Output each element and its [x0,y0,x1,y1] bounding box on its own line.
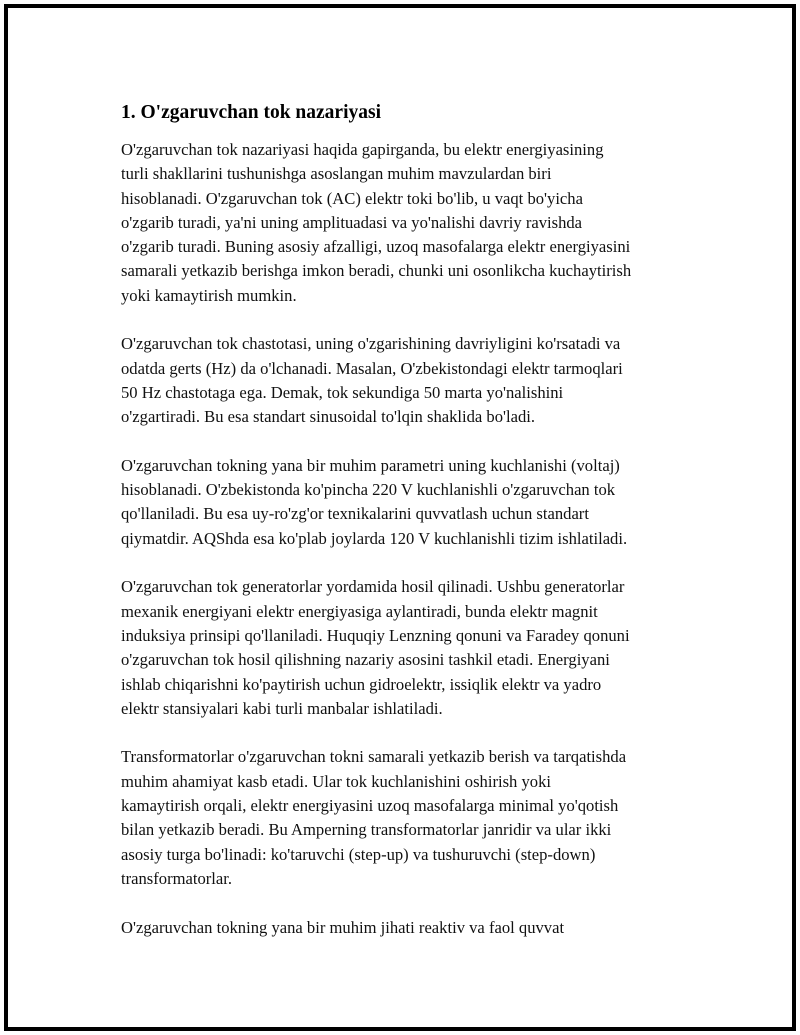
text-line: kamaytirish orqali, elektr energiyasini uzoq masofalarga minimal yo'qotish [121,796,619,816]
text-line: elektr stansiyalari kabi turli manbalar ishlatiladi. [121,698,443,718]
text-line: O'zgaruvchan tokning yana bir muhim jihati reaktiv va faol quvvat [121,917,565,937]
text-line: samarali yetkazib berishga imkon beradi, chunki uni osonlikcha kuchaytirish [121,261,632,281]
text-line: turli shakllarini tushunishga asoslangan muhim mavzulardan biri [121,164,552,184]
document-body [121,100,701,964]
text-line: o'zgartiradi. Bu esa standart sinusoidal to'lqin shaklida bo'ladi. [121,407,536,427]
paragraph-2 [121,332,701,429]
text-line: induksiya prinsipi qo'llaniladi. Huquqiy Lenzning qonuni va Faradey qonuni [121,625,630,645]
text-line: hisoblanadi. O'zgaruvchan tok (AC) elektr toki bo'lib, u vaqt bo'yicha [121,188,583,208]
text-line: muhim ahamiyat kasb etadi. Ular tok kuchlanishini oshirish yoki [121,771,551,791]
text-line: 50 Hz chastotaga ega. Demak, tok sekundiga 50 marta yo'nalishini [121,382,564,402]
text-line: asosiy turga bo'linadi: ko'taruvchi (step-up) va tushuruvchi (step-down) [121,844,596,864]
text-line: transformatorlar. [121,868,233,888]
text-line: o'zgarib turadi, ya'ni uning amplituadasi va yo'nalishi davriy ravishda [121,212,583,232]
text-line: o'zgarib turadi. Buning asosiy afzalligi, uzoq masofalarga elektr energiyasini [121,237,631,257]
text-line: hisoblanadi. O'zbekistonda ko'pincha 220 V kuchlanishli o'zgaruvchan tok [121,480,616,500]
paragraph-3 [121,454,701,551]
text-line: O'zgaruvchan tok chastotasi, uning o'zgarishining davriyligini ko'rsatadi va [121,334,621,354]
text-line: Transformatorlar o'zgaruvchan tokni samarali yetkazib berish va tarqatishda [121,747,627,767]
text-line: odatda gerts (Hz) da o'lchanadi. Masalan, O'zbekistondagi elektr tarmoqlari [121,358,623,378]
text-line: o'zgaruvchan tok hosil qilishning nazariy asosini tashkil etadi. Energiyani [121,650,610,670]
text-line: qiymatdir. AQShda esa ko'plab joylarda 120 V kuchlanishli tizim ishlatiladi. [121,528,628,548]
text-line: bilan yetkazib beradi. Bu Amperning transformatorlar janridir va ular ikki [121,820,612,840]
paragraph-6 [121,916,701,940]
text-line: mexanik energiyani elektr energiyasiga aylantiradi, bunda elektr magnit [121,601,598,621]
text-line: O'zgaruvchan tok generatorlar yordamida hosil qilinadi. Ushbu generatorlar [121,577,625,597]
paragraph-4 [121,575,701,721]
text-line: yoki kamaytirish mumkin. [121,285,297,305]
section-title: 1. O'zgaruvchan tok nazariyasi [121,102,382,123]
text-line: O'zgaruvchan tok nazariyasi haqida gapirganda, bu elektr energiyasining [121,140,604,159]
text-line: ishlab chiqarishni ko'paytirish uchun gidroelektr, issiqlik elektr va yadro [121,674,602,694]
paragraph-1 [121,138,701,308]
paragraph-5 [121,745,701,891]
text-line: qo'llaniladi. Bu esa uy-ro'zg'or texnikalarini quvvatlash uchun standart [121,504,589,524]
text-line: O'zgaruvchan tokning yana bir muhim parametri uning kuchlanishi (voltaj) [121,455,620,475]
page-frame [4,4,796,1031]
